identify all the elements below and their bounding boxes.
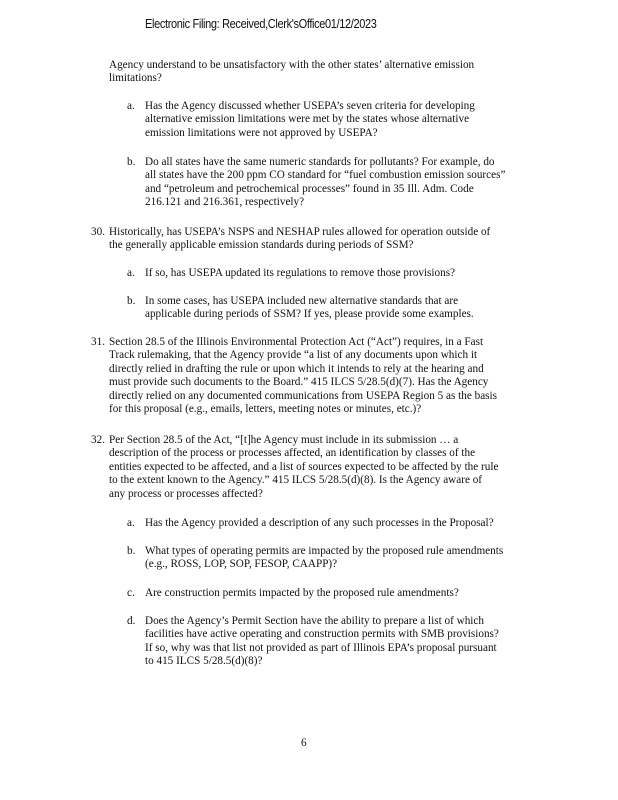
text-line: Section 28.5 of the Illinois Environmental Protection Act (“Act”) requires, in a Fast <box>109 336 484 348</box>
q32-text <box>109 434 498 501</box>
text-line: Do all states have the same numeric standards for pollutants? For example, do <box>145 156 495 168</box>
text-line: applicable during periods of SSM? If yes, please provide some examples. <box>145 308 474 321</box>
text-line: If so, why was that list not provided as part of Illinois EPA’s proposal pursuant <box>145 641 497 654</box>
text-line: to the extent known to the Agency.” 415 ILCS 5/28.5(d)(8). Is the Agency aware of <box>109 474 483 487</box>
text-line: Agency understand to be unsatisfactory with the other states’ alternative emission <box>109 59 475 71</box>
text-line: facilities have active operating and construction permits with SMB provisions? <box>145 628 499 641</box>
q31-text <box>109 336 497 416</box>
q30-b-text <box>145 295 474 322</box>
text-line: all states have the 200 ppm CO standard for “fuel combustion emission sources” <box>145 169 506 182</box>
item-marker: c. <box>127 587 135 599</box>
text-line: entities expected to be affected, and a list of sources expected to be affected by the rule <box>109 460 499 473</box>
item-marker: b. <box>127 545 136 557</box>
q29-a-text <box>145 100 475 140</box>
text-line: limitations? <box>109 72 162 85</box>
continuation-paragraph <box>109 59 474 86</box>
q30-text <box>109 226 490 253</box>
item-marker: a. <box>127 267 135 279</box>
text-line: Has the Agency provided a description of any such processes in the Proposal? <box>145 517 494 529</box>
text-line: the generally applicable emission standards during periods of SSM? <box>109 239 414 252</box>
text-line: for this proposal (e.g., emails, letters, meeting notes or minutes, etc.)? <box>109 403 422 416</box>
text-line: Historically, has USEPA’s NSPS and NESHAP rules allowed for operation outside of <box>109 226 491 238</box>
q32-a-text <box>145 517 494 530</box>
q32-d-text <box>145 615 499 669</box>
text-line: In some cases, has USEPA included new alternative standards that are <box>145 295 459 307</box>
text-line: Track rulemaking, that the Agency provide “a list of any documents upon which it <box>109 349 478 362</box>
item-marker: d. <box>127 615 136 627</box>
q30-a-text <box>145 267 455 280</box>
text-line: any process or processes affected? <box>109 487 263 500</box>
item-marker: a. <box>127 517 135 529</box>
question-number: 31. <box>91 336 105 348</box>
question-number: 32. <box>91 434 105 446</box>
text-line: Per Section 28.5 of the Act, “[t]he Agency must include in its submission … a <box>109 434 459 446</box>
text-line: What types of operating permits are impacted by the proposed rule amendments <box>145 545 504 557</box>
text-line: emission limitations were not approved by USEPA? <box>145 126 378 139</box>
text-line: directly relied in drafting the rule or upon which it intends to rely at the hearing and <box>109 362 484 375</box>
text-line: to 415 ILCS 5/28.5(d)(8)? <box>145 655 263 668</box>
text-line: directly relied on any documented communications from USEPA Region 5 as the basis <box>109 389 497 402</box>
question-number: 30. <box>91 226 105 238</box>
text-line: (e.g., ROSS, LOP, SOP, FESOP, CAAPP)? <box>145 558 338 571</box>
text-line: and “petroleum and petrochemical processes” found in 35 Ill. Adm. Code <box>145 182 474 195</box>
text-line: If so, has USEPA updated its regulations to remove those provisions? <box>145 267 456 279</box>
filing-stamp-header: Electronic Filing: Received,Clerk'sOffice01/12/2023 <box>145 17 377 31</box>
page-number: 6 <box>301 737 307 749</box>
text-line: alternative emission limitations were met by the states whose alternative <box>145 113 470 126</box>
text-line: Does the Agency’s Permit Section have the ability to prepare a list of which <box>145 615 484 627</box>
q32-b-text <box>145 545 503 572</box>
item-marker: b. <box>127 156 136 168</box>
q29-b-text <box>145 156 505 210</box>
text-line: Are construction permits impacted by the proposed rule amendments? <box>145 587 459 599</box>
text-line: must provide such documents to the Board.” 415 ILCS 5/28.5(d)(7). Has the Agency <box>109 376 489 389</box>
item-marker: a. <box>127 100 135 112</box>
text-line: description of the process or processes affected, an identification by classes of the <box>109 447 476 460</box>
text-line: 216.121 and 216.361, respectively? <box>145 196 305 209</box>
text-line: Has the Agency discussed whether USEPA’s seven criteria for developing <box>145 100 475 112</box>
q32-c-text <box>145 587 459 600</box>
item-marker: b. <box>127 295 136 307</box>
